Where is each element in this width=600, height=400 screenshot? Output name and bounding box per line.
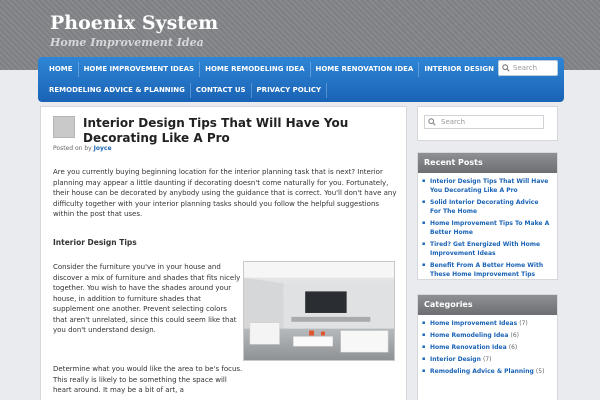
nav-item-privacy-policy[interactable]: PRIVACY POLICY — [252, 83, 327, 98]
post-meta-prefix: Posted on by — [53, 145, 92, 152]
categories-list — [418, 315, 557, 383]
category-item[interactable] — [426, 343, 551, 352]
category-link[interactable]: Home Remodeling Idea — [430, 332, 509, 339]
site-title[interactable]: Phoenix System — [50, 12, 219, 34]
nav-item-home-remodeling-idea[interactable]: HOME REMODELING IDEA — [200, 62, 310, 77]
recent-posts-widget — [417, 152, 558, 280]
nav-item-remodeling-advice[interactable]: REMODELING ADVICE & PLANNING — [44, 83, 191, 98]
recent-post-link[interactable]: ▪ Home Improvement Tips To Make A Better Home — [426, 219, 551, 237]
recent-posts-title: Recent Posts — [418, 153, 557, 173]
category-count: (7) — [482, 356, 492, 363]
nav-search-placeholder: Search — [513, 64, 538, 72]
post-content — [40, 106, 407, 400]
search-icon — [502, 64, 510, 72]
category-count: (7) — [519, 320, 528, 327]
category-count: (5) — [535, 368, 545, 375]
nav-item-interior-design[interactable]: INTERIOR DESIGN — [419, 62, 500, 77]
nav-search-input[interactable] — [498, 60, 558, 76]
nav-row-primary — [44, 62, 500, 77]
post-author-link[interactable]: Joyce — [93, 145, 112, 152]
sidebar-search-input[interactable] — [424, 115, 544, 129]
post-title[interactable]: Interior Design Tips That Will Have You Decorating Like A Pro — [83, 116, 349, 145]
nav-item-contact-us[interactable]: CONTACT US — [191, 83, 252, 98]
recent-post-link[interactable]: ▪ Benefit From A Better Home With These Home Improvement Tips — [426, 261, 551, 279]
recent-post-link[interactable]: ▪ Solid Interior Decorating Advice For The Home — [426, 198, 551, 216]
nav-row-secondary — [44, 83, 327, 98]
category-item[interactable] — [426, 319, 551, 328]
post-paragraph: Consider the furniture you've in your house and discover a mix of furniture and shades that fits nicely together. You wish to have the shades around your house, in addition to furniture shades that supplement one another. Prevent selecting colors that aren't unrelated, since this could seem like that you don't understand design. — [53, 263, 241, 334]
site-tagline: Home Improvement Idea — [50, 36, 204, 49]
category-item[interactable] — [426, 331, 551, 340]
recent-posts-list — [418, 173, 557, 286]
living-room-image — [243, 261, 395, 361]
categories-title: Categories — [418, 295, 557, 315]
category-link[interactable]: Home Improvement Ideas — [430, 320, 518, 327]
category-link[interactable]: Interior Design — [430, 356, 481, 363]
categories-widget — [417, 294, 558, 400]
post-paragraph: Are you currently buying beginning location for the interior planning task that is next? Interior planning may appear a little daunting if decorating doesn't come naturally for you. Fortunately, their house can be decorated by anybody using the guidance that is correct. You'll don't have any difficulty together with your interior planning tasks should you follow the helpful suggestions within the post that uses. — [53, 168, 397, 218]
category-count: (6) — [508, 344, 518, 351]
nav-item-home[interactable]: HOME — [44, 62, 79, 77]
recent-post-link[interactable]: ▪ Tired? Get Energized With Home Improvement Ideas — [426, 240, 551, 258]
category-item[interactable] — [426, 367, 551, 376]
category-count: (6) — [510, 332, 519, 339]
nav-item-home-improvement-ideas[interactable]: HOME IMPROVEMENT IDEAS — [79, 62, 201, 77]
nav-item-home-renovation-idea[interactable]: HOME RENOVATION IDEA — [311, 62, 420, 77]
sidebar-search-widget — [417, 106, 558, 141]
post-subheading: Interior Design Tips — [53, 238, 137, 247]
category-item[interactable] — [426, 355, 551, 364]
main-navigation — [38, 57, 564, 102]
search-icon — [428, 118, 436, 126]
recent-post-link[interactable]: ▪ Interior Design Tips That Will Have You Decorating Like A Pro — [426, 177, 551, 195]
post-paragraph: Determine what you would like the area to be's focus. This really is likely to be something the space will heart around. It may be a bit of art, a — [53, 365, 243, 394]
category-link[interactable]: Home Renovation Idea — [430, 344, 507, 351]
sidebar-search-placeholder: Search — [441, 118, 466, 126]
post-thumbnail — [53, 116, 75, 138]
category-link[interactable]: Remodeling Advice & Planning — [430, 368, 534, 375]
post-meta — [53, 145, 112, 152]
